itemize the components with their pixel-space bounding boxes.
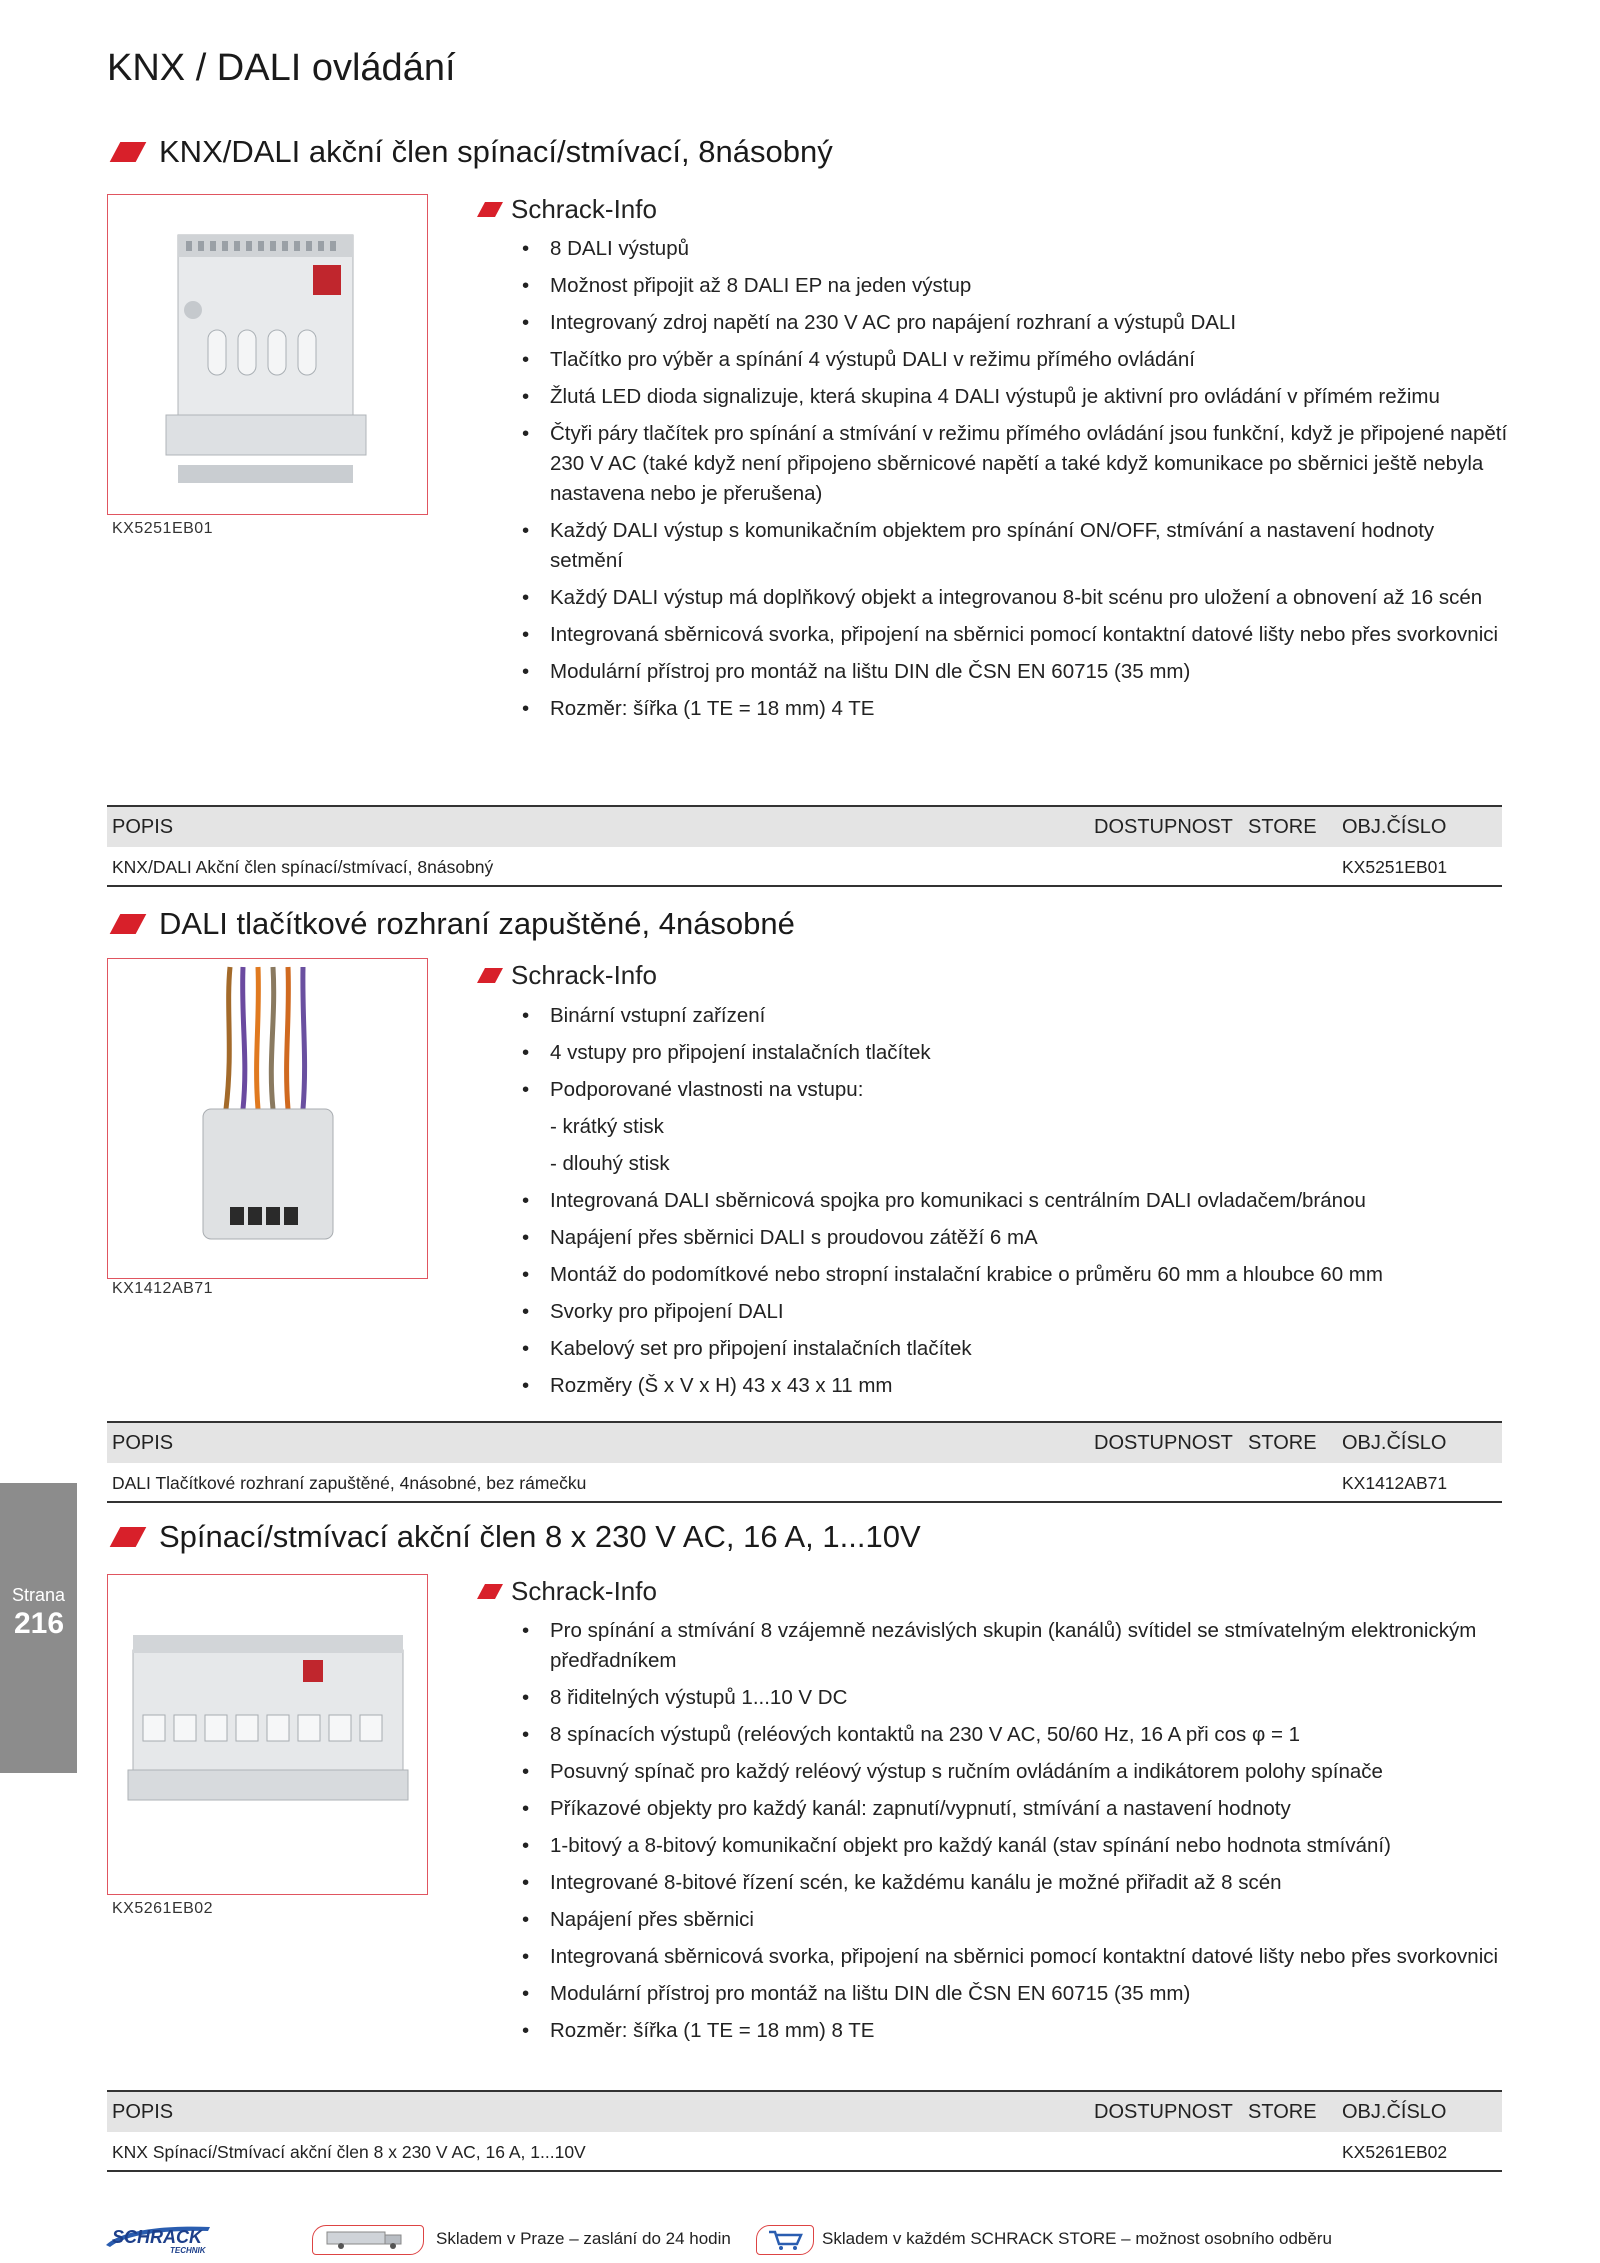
list-item: • Příkazové objekty pro každý kanál: zapnutí/vypnutí, stmívání a nastavení hodnoty <box>522 1797 1291 1820</box>
col-store: STORE <box>1248 2100 1317 2123</box>
table-row <box>107 2132 1502 2172</box>
page-title: KNX / DALI ovládání <box>107 47 456 90</box>
list-item: • Možnost připojit až 8 DALI EP na jeden výstup <box>522 274 972 297</box>
page-label: Strana <box>12 1585 66 1605</box>
product-title: KNX/DALI akční člen spínací/stmívací, 8násobný <box>159 134 833 169</box>
list-item: • Modulární přístroj pro montáž na lištu DIN dle ČSN EN 60715 (35 mm) <box>522 1982 1191 2005</box>
list-item: • Napájení přes sběrnici <box>522 1908 754 1931</box>
feature-list <box>510 1616 1510 2053</box>
list-item: • Tlačítko pro výběr a spínání 4 výstupů DALI v režimu přímého ovládání <box>522 348 1195 371</box>
page-number-tab <box>0 1483 77 1773</box>
product-image <box>107 1574 428 1895</box>
list-item: • Rozměr: šířka (1 TE = 18 mm) 4 TE <box>522 697 875 720</box>
list-item: • 8 spínacích výstupů (reléových kontaktů na 230 V AC, 50/60 Hz, 16 A při cos φ = 1 <box>522 1723 1301 1746</box>
col-dostupnost: DOSTUPNOST <box>1094 2100 1233 2123</box>
list-item: • Posuvný spínač pro každý reléový výstup s ručním ovládáním a indikátorem polohy spínače <box>522 1760 1383 1783</box>
list-item: • Integrovaná sběrnicová svorka, připojení na sběrnici pomocí kontaktní datové lišty nebo přes svorkovnici <box>522 623 1499 646</box>
product-title: DALI tlačítkové rozhraní zapuštěné, 4násobné <box>159 906 795 941</box>
feature-list <box>510 234 1510 731</box>
schrack-logo <box>100 2223 250 2255</box>
red-marker-icon <box>110 142 147 162</box>
col-popis: POPIS <box>112 815 174 838</box>
product-title-bar <box>107 1517 921 1557</box>
list-item: • Pro spínání a stmívání 8 vzájemně nezávislých skupin (kanálů) svítidel se stmívatelným elektronickým předřadníkem <box>522 1619 1477 1672</box>
svg-text:TECHNIK: TECHNIK <box>170 2246 206 2255</box>
list-item: • Rozměr: šířka (1 TE = 18 mm) 8 TE <box>522 2019 875 2042</box>
list-item: • Každý DALI výstup s komunikačním objektem pro spínání ON/OFF, stmívání a nastavení hodnoty setmění <box>522 519 1435 572</box>
list-item: • Čtyři páry tlačítek pro spínání a stmívání v režimu přímého ovládání jsou funkční, když je připojené napětí 230 V AC (také když není připojeno sběrnicové napětí a také když komunikace po sběrnici ještě nebyla nastavena nebo je přerušena) <box>522 422 1508 505</box>
product-title-bar <box>107 904 795 944</box>
list-item: • Integrovaný zdroj napětí na 230 V AC pro napájení rozhraní a výstupů DALI <box>522 311 1237 334</box>
col-store: STORE <box>1248 1431 1317 1454</box>
list-item: • Svorky pro připojení DALI <box>522 1300 784 1323</box>
schrack-info-heading: Schrack-Info <box>475 1576 657 1607</box>
list-item: - dlouhý stisk <box>550 1152 670 1175</box>
table-row <box>107 1463 1502 1503</box>
row-popis: KNX/DALI Akční člen spínací/stmívací, 8násobný <box>112 857 494 877</box>
list-item: • Napájení přes sběrnici DALI s proudovou zátěží 6 mA <box>522 1226 1038 1249</box>
schrack-info-heading: Schrack-Info <box>475 960 657 991</box>
list-item: • Binární vstupní zařízení <box>522 1004 766 1027</box>
product-image <box>107 194 428 515</box>
row-obj: KX5261EB02 <box>1342 2142 1448 2162</box>
product-title-bar <box>107 132 833 172</box>
col-store: STORE <box>1248 815 1317 838</box>
stock-store-text: Skladem v každém SCHRACK STORE – možnost osobního odběru <box>822 2229 1332 2248</box>
red-marker-icon <box>477 1584 503 1599</box>
col-popis: POPIS <box>112 1431 174 1454</box>
product-table <box>107 1421 1502 1503</box>
cart-icon <box>756 2225 814 2255</box>
feature-list <box>510 1001 1510 1408</box>
list-item: • Integrovaná DALI sběrnicová spojka pro komunikaci s centrálním DALI ovladačem/bránou <box>522 1189 1366 1212</box>
product-image-code: KX5251EB01 <box>112 520 214 537</box>
col-dostupnost: DOSTUPNOST <box>1094 815 1233 838</box>
col-dostupnost: DOSTUPNOST <box>1094 1431 1233 1454</box>
list-item: • 8 řiditelných výstupů 1...10 V DC <box>522 1686 848 1709</box>
list-item: • Integrovaná sběrnicová svorka, připojení na sběrnici pomocí kontaktní datové lišty nebo přes svorkovnici <box>522 1945 1499 1968</box>
footer <box>0 2205 1600 2263</box>
table-header <box>107 805 1502 847</box>
product-table <box>107 2090 1502 2172</box>
col-obj: OBJ.ČÍSLO <box>1342 815 1447 838</box>
stock-prague-text: Skladem v Praze – zaslání do 24 hodin <box>436 2229 731 2248</box>
product-title: Spínací/stmívací akční člen 8 x 230 V AC, 16 A, 1...10V <box>159 1519 921 1554</box>
list-item: • Žlutá LED dioda signalizuje, která skupina 4 DALI výstupů je aktivní pro ovládání v přímém režimu <box>522 385 1440 408</box>
table-row <box>107 847 1502 887</box>
list-item: • Kabelový set pro připojení instalačních tlačítek <box>522 1337 972 1360</box>
product-image <box>107 958 428 1279</box>
list-item: • 4 vstupy pro připojení instalačních tlačítek <box>522 1041 931 1064</box>
product-table <box>107 805 1502 887</box>
list-item: - krátký stisk <box>550 1115 664 1138</box>
red-marker-icon <box>110 1527 147 1547</box>
red-marker-icon <box>477 968 503 983</box>
svg-text:SCHRACK: SCHRACK <box>112 2227 202 2247</box>
list-item: • Rozměry (Š x V x H) 43 x 43 x 11 mm <box>522 1374 893 1397</box>
list-item: • Integrované 8-bitové řízení scén, ke každému kanálu je možné přiřadit až 8 scén <box>522 1871 1282 1894</box>
page-number: 216 <box>14 1607 65 1640</box>
table-header <box>107 2090 1502 2132</box>
list-item: • 1-bitový a 8-bitový komunikační objekt pro každý kanál (stav spínání nebo hodnota stmívání) <box>522 1834 1391 1857</box>
col-popis: POPIS <box>112 2100 174 2123</box>
list-item: • Modulární přístroj pro montáž na lištu DIN dle ČSN EN 60715 (35 mm) <box>522 660 1191 683</box>
red-marker-icon <box>110 914 147 934</box>
red-marker-icon <box>477 202 503 217</box>
col-obj: OBJ.ČÍSLO <box>1342 1431 1447 1454</box>
col-obj: OBJ.ČÍSLO <box>1342 2100 1447 2123</box>
truck-icon <box>312 2225 424 2255</box>
product-image-code: KX5261EB02 <box>112 1900 214 1917</box>
list-item: • Montáž do podomítkové nebo stropní instalační krabice o průměru 60 mm a hloubce 60 mm <box>522 1263 1383 1286</box>
list-item: • Každý DALI výstup má doplňkový objekt a integrovanou 8-bit scénu pro uložení a obnovení až 16 scén <box>522 586 1483 609</box>
product-image-code: KX1412AB71 <box>112 1280 214 1297</box>
list-item: • 8 DALI výstupů <box>522 237 690 260</box>
row-obj: KX5251EB01 <box>1342 857 1448 877</box>
row-popis: KNX Spínací/Stmívací akční člen 8 x 230 V AC, 16 A, 1...10V <box>112 2142 586 2162</box>
schrack-info-heading: Schrack-Info <box>475 194 657 225</box>
table-header <box>107 1421 1502 1463</box>
list-item: • Podporované vlastnosti na vstupu: <box>522 1078 864 1101</box>
row-popis: DALI Tlačítkové rozhraní zapuštěné, 4násobné, bez rámečku <box>112 1473 587 1493</box>
row-obj: KX1412AB71 <box>1342 1473 1448 1493</box>
